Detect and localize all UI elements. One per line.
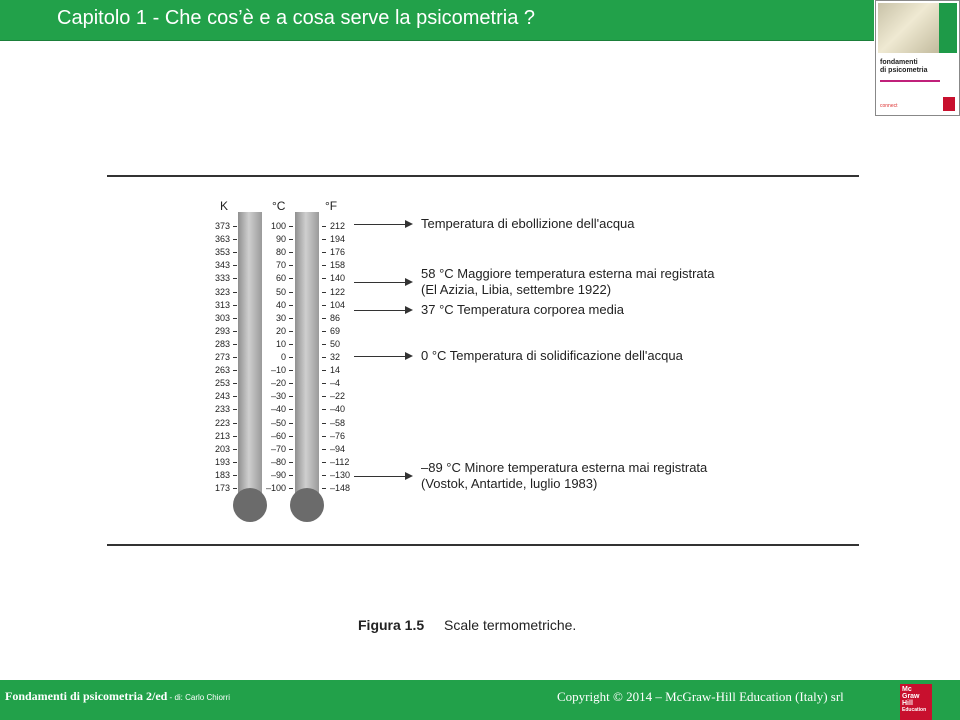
fahrenheit-tick-label: –76 [330, 430, 346, 441]
fahrenheit-tick-mark [322, 475, 326, 476]
kelvin-tick-label: 193 [214, 456, 230, 467]
celsius-tick-mark [289, 475, 293, 476]
fahrenheit-tick-label: –94 [330, 443, 346, 454]
celsius-tick-mark [289, 383, 293, 384]
freezing-arrow-line [354, 356, 406, 357]
kelvin-tick-mark [233, 252, 237, 253]
fahrenheit-tick-mark [322, 278, 326, 279]
fahrenheit-tick-label: 50 [330, 338, 341, 349]
celsius-tick-label: 70 [275, 260, 286, 271]
figure-caption-number: Figura 1.5 [358, 617, 425, 633]
kelvin-tick-mark [233, 488, 237, 489]
celsius-tick-mark [289, 344, 293, 345]
fahrenheit-tick-mark [322, 265, 326, 266]
fahrenheit-tick-mark [322, 488, 326, 489]
logo-line2: Graw [902, 693, 920, 700]
celsius-tick-label: –30 [270, 391, 286, 402]
max-temp-arrow-line [354, 282, 406, 283]
celsius-tick-label: 50 [275, 286, 286, 297]
fahrenheit-tick-mark [322, 344, 326, 345]
logo-line3: Hill [902, 700, 913, 707]
celsius-tick-mark [289, 226, 293, 227]
celsius-tick-mark [289, 357, 293, 358]
celsius-tick-label: –100 [265, 483, 286, 493]
celsius-tick-label: –50 [270, 417, 286, 428]
min-temp-annotation-line1: –89 °C Minore temperatura esterna mai registrata [421, 460, 708, 475]
fahrenheit-tick-label: –4 [330, 378, 341, 389]
celsius-tick-mark [289, 462, 293, 463]
celsius-scale-heading: °C [272, 199, 286, 213]
fahrenheit-tick-mark [322, 462, 326, 463]
cover-connect-label: connect [880, 103, 898, 109]
fahrenheit-tick-mark [322, 436, 326, 437]
kelvin-tick-label: 363 [214, 234, 230, 245]
kelvin-scale-heading: K [220, 199, 229, 213]
kelvin-tick-mark [233, 331, 237, 332]
footer-copyright: Copyright © 2014 – McGraw-Hill Education (Italy) srl [557, 689, 844, 704]
fahrenheit-tick-mark [322, 396, 326, 397]
kelvin-tick-label: 203 [214, 443, 230, 454]
kelvin-tick-mark [233, 462, 237, 463]
min-temp-arrow-line [354, 476, 406, 477]
max-temp-annotation [421, 266, 715, 298]
slide-footer [0, 680, 960, 720]
celsius-tick-mark [289, 488, 293, 489]
fahrenheit-tick-mark [322, 305, 326, 306]
celsius-tick-mark [289, 292, 293, 293]
figure-bottom-rule [107, 544, 859, 546]
fahrenheit-tick-label: –40 [330, 404, 346, 415]
fahrenheit-tick-mark [322, 383, 326, 384]
freezing-annotation: 0 °C Temperatura di solidificazione dell'acqua [421, 348, 683, 363]
celsius-tick-mark [289, 370, 293, 371]
celsius-tick-label: 10 [275, 338, 286, 349]
kelvin-tick-label: 183 [214, 469, 230, 480]
boiling-arrow-line [354, 224, 406, 225]
celsius-tick-label: –80 [270, 456, 286, 467]
figure-top-rule [107, 175, 859, 177]
celsius-tick-label: –40 [270, 404, 286, 415]
max-temp-arrow-head [405, 278, 413, 286]
celsius-tick-label: 90 [275, 234, 286, 245]
celsius-tick-mark [289, 252, 293, 253]
fahrenheit-tick-label: 14 [330, 365, 341, 376]
kelvin-tick-mark [233, 383, 237, 384]
kelvin-tick-mark [233, 370, 237, 371]
fahrenheit-thermometer-tube [295, 212, 319, 502]
kelvin-tick-label: 333 [214, 273, 230, 284]
fahrenheit-tick-label: 104 [330, 299, 346, 310]
min-temp-annotation [421, 460, 707, 492]
logo-line1: Mc [902, 686, 912, 693]
max-temp-annotation-line2: (El Azizia, Libia, settembre 1922) [421, 282, 612, 297]
body-temp-annotation: 37 °C Temperatura corporea media [421, 302, 624, 317]
celsius-tick-mark [289, 265, 293, 266]
fahrenheit-tick-label: 140 [330, 273, 346, 284]
celsius-tick-mark [289, 239, 293, 240]
celsius-tick-mark [289, 423, 293, 424]
fahrenheit-scale-heading: °F [325, 199, 338, 213]
fahrenheit-tick-label: –148 [330, 483, 351, 493]
fahrenheit-tick-mark [322, 370, 326, 371]
celsius-tick-label: 100 [270, 221, 286, 231]
figure-caption-text: Scale termometriche. [444, 617, 577, 633]
fahrenheit-tick-mark [322, 292, 326, 293]
celsius-tick-label: 80 [275, 247, 286, 258]
kelvin-tick-label: 353 [214, 247, 230, 258]
kelvin-tick-label: 373 [214, 221, 230, 231]
kelvin-tick-mark [233, 409, 237, 410]
body-temp-arrow-line [354, 310, 406, 311]
fahrenheit-tick-mark [322, 449, 326, 450]
slide-title: Capitolo 1 - Che cos’è e a cosa serve la psicometria ? [57, 7, 536, 29]
celsius-tick-label: 0 [280, 352, 286, 362]
celsius-tick-label: 40 [275, 299, 286, 310]
celsius-tick-mark [289, 278, 293, 279]
celsius-tick-label: 20 [275, 325, 286, 336]
kelvin-tick-mark [233, 318, 237, 319]
fahrenheit-tick-mark [322, 252, 326, 253]
kelvin-tick-mark [233, 436, 237, 437]
min-temp-arrow-head [405, 472, 413, 480]
kelvin-tick-label: 303 [214, 312, 230, 323]
figure-caption [358, 617, 576, 633]
kelvin-tick-label: 213 [214, 430, 230, 441]
fahrenheit-tick-label: –22 [330, 391, 346, 402]
celsius-tick-mark [289, 396, 293, 397]
kelvin-tick-label: 273 [214, 352, 230, 362]
kelvin-tick-mark [233, 475, 237, 476]
footer-book-title: Fondamenti di psicometria 2/ed [5, 689, 168, 703]
celsius-tick-label: –60 [270, 430, 286, 441]
kelvin-tick-mark [233, 449, 237, 450]
celsius-tick-label: –10 [270, 365, 286, 376]
logo-line4: Education [902, 707, 927, 713]
kelvin-tick-label: 263 [214, 365, 230, 376]
kelvin-tick-label: 233 [214, 404, 230, 415]
kelvin-tick-mark [233, 344, 237, 345]
max-temp-annotation-line1: 58 °C Maggiore temperatura esterna mai registrata [421, 266, 715, 281]
fahrenheit-tick-label: 69 [330, 325, 341, 336]
fahrenheit-tick-label: 194 [330, 234, 346, 245]
freezing-arrow-head [405, 352, 413, 360]
celsius-tick-label: 30 [275, 312, 286, 323]
celsius-tick-mark [289, 436, 293, 437]
fahrenheit-tick-label: 176 [330, 247, 346, 258]
fahrenheit-tick-mark [322, 423, 326, 424]
fahrenheit-tick-mark [322, 357, 326, 358]
fahrenheit-tick-mark [322, 331, 326, 332]
kelvin-tick-mark [233, 226, 237, 227]
fahrenheit-tick-mark [322, 239, 326, 240]
kelvin-tick-label: 313 [214, 299, 230, 310]
kelvin-tick-mark [233, 305, 237, 306]
fahrenheit-tick-label: 122 [330, 286, 346, 297]
kelvin-tick-label: 323 [214, 286, 230, 297]
fahrenheit-tick-label: –58 [330, 417, 346, 428]
celsius-tick-mark [289, 331, 293, 332]
fahrenheit-thermometer-bulb [290, 488, 324, 522]
kelvin-tick-label: 343 [214, 260, 230, 271]
celsius-tick-mark [289, 305, 293, 306]
fahrenheit-tick-label: 32 [330, 352, 341, 362]
celsius-thermometer-bulb [233, 488, 267, 522]
fahrenheit-tick-mark [322, 226, 326, 227]
kelvin-tick-mark [233, 357, 237, 358]
celsius-tick-mark [289, 318, 293, 319]
cover-title-line2: di psicometria [880, 67, 928, 74]
fahrenheit-tick-label: 86 [330, 312, 341, 323]
kelvin-tick-mark [233, 292, 237, 293]
kelvin-tick-mark [233, 239, 237, 240]
kelvin-tick-mark [233, 423, 237, 424]
celsius-tick-label: –20 [270, 378, 286, 389]
fahrenheit-tick-mark [322, 318, 326, 319]
celsius-tick-mark [289, 409, 293, 410]
celsius-tick-label: –90 [270, 469, 286, 480]
mcgraw-hill-logo [900, 684, 932, 720]
kelvin-tick-mark [233, 265, 237, 266]
footer-author: - di: Carlo Chiorri [167, 693, 231, 702]
kelvin-tick-label: 293 [214, 325, 230, 336]
kelvin-tick-label: 173 [214, 483, 230, 493]
kelvin-tick-label: 253 [214, 378, 230, 389]
fahrenheit-tick-label: 158 [330, 260, 346, 271]
fahrenheit-tick-label: 212 [330, 221, 346, 231]
cover-title-line1: fondamenti [880, 59, 918, 66]
celsius-tick-label: 60 [275, 273, 286, 284]
celsius-tick-label: –70 [270, 443, 286, 454]
celsius-tick-mark [289, 449, 293, 450]
kelvin-tick-label: 243 [214, 391, 230, 402]
boiling-arrow-head [405, 220, 413, 228]
fahrenheit-tick-mark [322, 409, 326, 410]
fahrenheit-tick-label: –112 [330, 456, 350, 467]
footer-book-credit [5, 689, 230, 704]
kelvin-tick-mark [233, 278, 237, 279]
kelvin-tick-label: 223 [214, 417, 230, 428]
fahrenheit-tick-label: –130 [330, 469, 351, 480]
min-temp-annotation-line2: (Vostok, Antartide, luglio 1983) [421, 476, 598, 491]
boiling-annotation: Temperatura di ebollizione dell'acqua [421, 216, 635, 231]
kelvin-tick-label: 283 [214, 338, 230, 349]
kelvin-tick-mark [233, 396, 237, 397]
body-temp-arrow-head [405, 306, 413, 314]
